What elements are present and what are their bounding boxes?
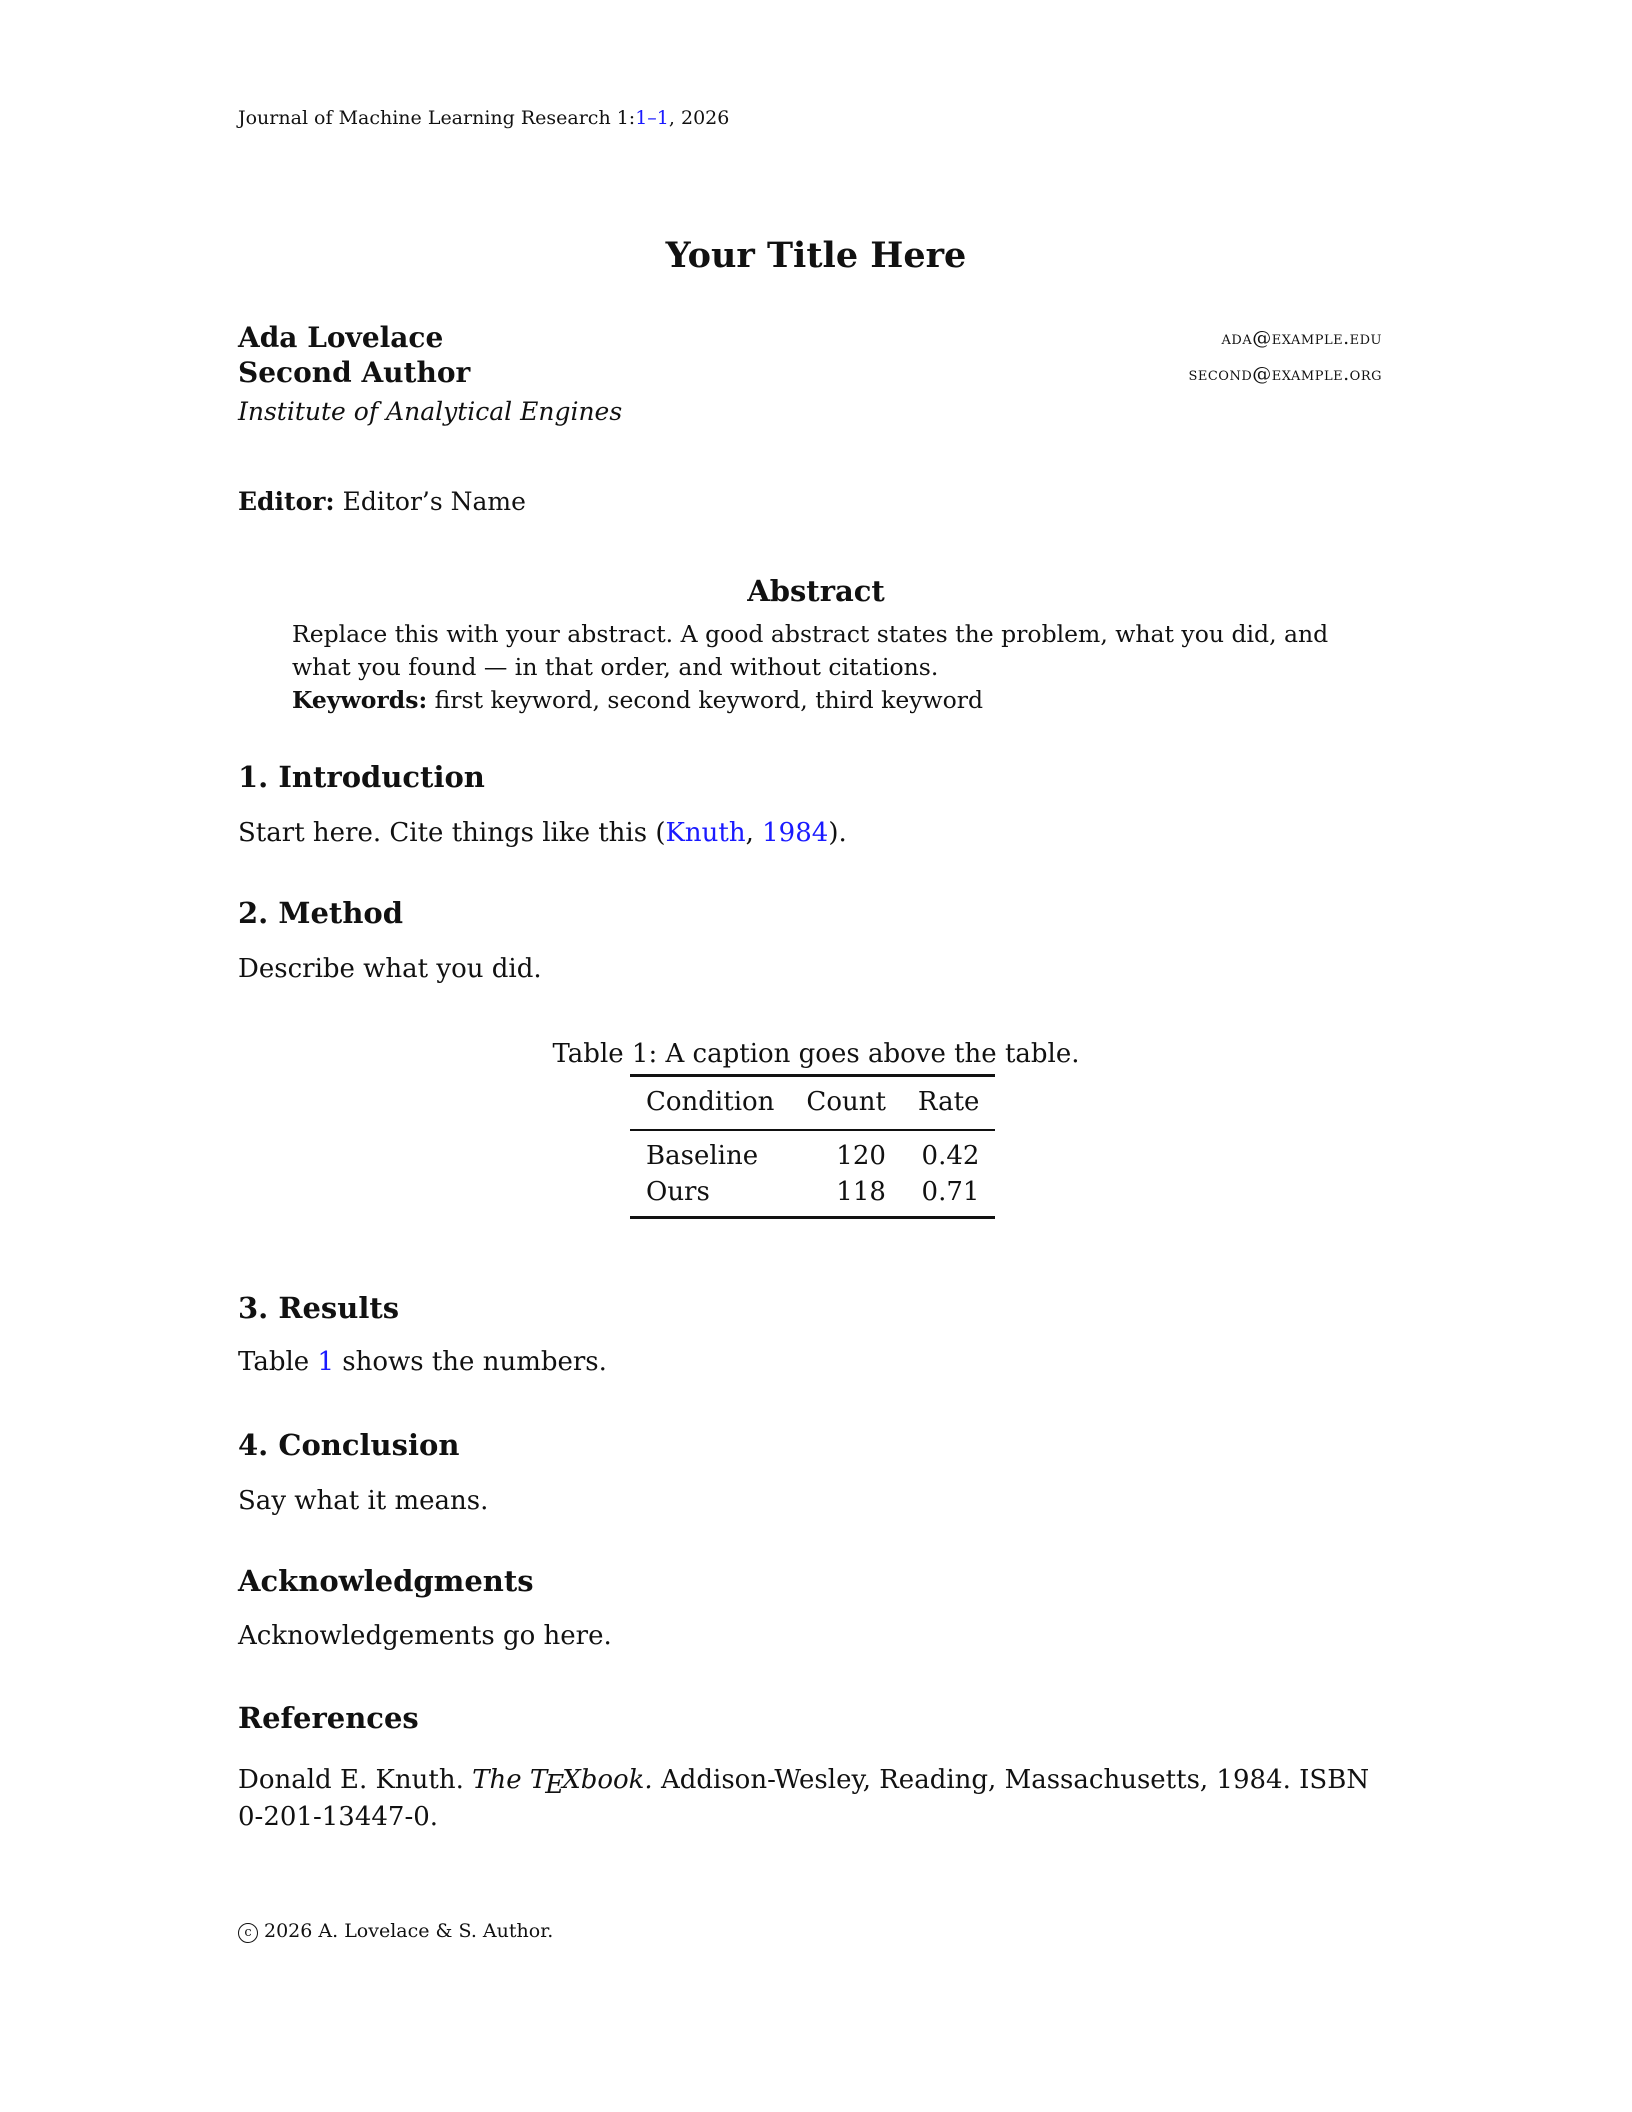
intro-text-end: ). [828, 818, 847, 848]
journal-name: Journal of Machine Learning Research 1: [238, 107, 636, 129]
editor-line [238, 487, 526, 516]
abstract-heading: Abstract [747, 574, 885, 608]
results-text-end: shows the numbers. [333, 1347, 607, 1377]
section-heading-acknowledgments: Acknowledgments [238, 1564, 534, 1598]
results-table [630, 1074, 995, 1219]
method-text: Describe what you did. [238, 954, 542, 984]
caption-text: : A caption goes above the table. [648, 1039, 1080, 1069]
results-text [238, 1347, 607, 1377]
paper-title: Your Title Here [665, 235, 967, 276]
author-name-1: Ada Lovelace [238, 321, 444, 354]
copyright-icon: c [238, 1923, 258, 1943]
table-caption [0, 1039, 1632, 1069]
reference-title-part: E [545, 1770, 565, 1800]
section-heading-conclusion: 4. Conclusion [238, 1428, 460, 1462]
table-reference-link[interactable]: 1 [317, 1347, 334, 1377]
journal-year: , 2026 [668, 107, 730, 129]
acknowledgments-text: Acknowledgements go here. [238, 1621, 612, 1651]
copyright-footer [238, 1920, 553, 1943]
copyright-text: 2026 A. Lovelace & S. Author. [264, 1920, 554, 1942]
reference-title [472, 1765, 653, 1800]
caption-number: 1 [631, 1039, 649, 1069]
column-header-count: Count [790, 1076, 902, 1131]
reference-publisher: Addison-Wesley, Reading, Massachusetts, 1984. ISBN 0-201-13447-0. [238, 1765, 1370, 1832]
table-row [630, 1174, 995, 1218]
results-text-start: Table [238, 1347, 318, 1377]
intro-text-start: Start here. Cite things like this ( [238, 818, 666, 848]
keywords-list: first keyword, second keyword, third keyword [434, 686, 984, 714]
section-heading-method: 2. Method [238, 896, 404, 930]
author-name-2: Second Author [238, 356, 471, 389]
table-cell-count: 118 [790, 1174, 902, 1218]
table-header-row [630, 1076, 995, 1131]
column-header-rate: Rate [902, 1076, 996, 1131]
page-range-link[interactable]: 1–1 [635, 107, 669, 129]
table-cell-rate: 0.71 [902, 1174, 996, 1218]
keywords-line [292, 686, 983, 714]
citation-separator: , [745, 818, 763, 848]
introduction-text [238, 818, 847, 848]
table-row [630, 1130, 995, 1174]
affiliation: Institute of Analytical Engines [238, 397, 623, 426]
table-cell-rate: 0.42 [921, 1141, 980, 1171]
author-email-1: ada@example.edu [1221, 327, 1382, 349]
reference-title-part: The T [472, 1765, 548, 1795]
editor-name: Editor’s Name [342, 487, 526, 516]
section-heading-references: References [238, 1701, 419, 1735]
keywords-label: Keywords: [292, 686, 428, 714]
column-header-condition: Condition [630, 1076, 790, 1131]
reference-author: Donald E. Knuth. [238, 1765, 473, 1795]
citation-year-link[interactable]: 1984 [762, 818, 829, 848]
conclusion-text: Say what it means. [238, 1486, 489, 1516]
table-cell-count: 120 [836, 1141, 886, 1171]
journal-header [238, 107, 729, 129]
citation-author-link[interactable]: Knuth [665, 818, 746, 848]
section-heading-introduction: 1. Introduction [238, 760, 485, 794]
abstract-text: Replace this with your abstract. A good abstract states the problem, what you did, and what you found — in that order, and without citations. [292, 620, 1329, 681]
reference-title-part: Xbook. [562, 1765, 653, 1795]
reference-entry [238, 1762, 1382, 1836]
table-cell-condition: Baseline [646, 1141, 759, 1171]
caption-prefix: Table [552, 1039, 632, 1069]
section-heading-results: 3. Results [238, 1291, 400, 1325]
table-cell-condition: Ours [630, 1174, 790, 1218]
editor-label: Editor: [238, 487, 335, 516]
author-email-2: second@example.org [1188, 363, 1382, 385]
